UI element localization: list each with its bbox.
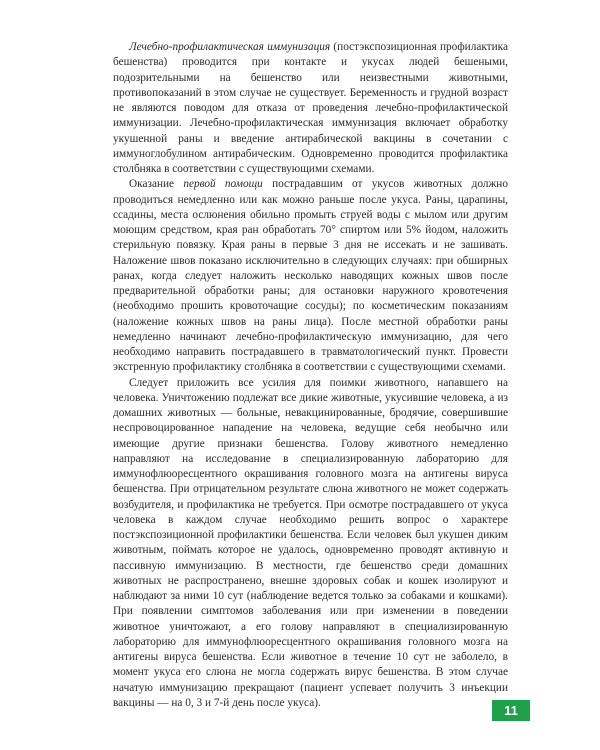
paragraph-first-aid <box>113 177 508 375</box>
page-body-text <box>113 40 508 711</box>
term-first-aid: первой помощи <box>183 178 263 191</box>
paragraph-immunization <box>113 40 508 177</box>
term-immunization: Лечебно-профилактическая иммунизация <box>129 41 331 53</box>
paragraph-text: Следует приложить все усилия для поимки животного, напавшего на человека. Уничтожению подлежат все дикие животные, укусившие человека, а из домашних животных — больные, невакцинированные, бродячие, совершившие неспровоцированное нападение на человека, ведущие себя необычно или имеющие другие признаки бешенства. Голову животного немедленно направляют на исследование в специализированную лабораторию для иммунофлюоресцентного окрашивания головного мозга на антигены вируса бешенства. При отрицательном результате слюна животного не может содержать возбудителя, и профилактика не требуется. При осмотре пострадавшего от укуса человека в каждом случае необходимо решить вопрос о характере постэкспозиционной профилактики бешенства. Если человек был укушен диким животным, поймать которое не удалось, одновременно проводят активную и пассивную иммунизацию. В местности, где бешенство среди домашних животных не распространено, внешне здоровых собак и кошек изолируют и наблюдают за ними 10 сут (наблюдение ведется только за собаками и кошками). При появлении симптомов заболевания или при изменении в поведении животное уничтожают, а его голову направляют в специализированную лабораторию для иммунофлюоресцентного окрашивания головного мозга на антигены вируса бешенства. Если животное в течение 10 сут не заболело, в момент укуса его слюна не могла содержать вирус бешенства. В этом случае начатую иммунизацию прекращают (пациент успевает получить 3 инъекции вакцины — на 0, 3 и 7-й день после укуса). <box>113 376 508 709</box>
page-number: 11 <box>492 700 530 721</box>
paragraph-text: пострадавшим от укусов животных должно проводиться немедленно или как можно раньше после укуса. Раны, царапины, ссадины, места ослюнения обильно промыть струей воды с мылом или другим моющим средством, края ран обработать 70° спиртом или 5% йодом, наложить стерильную повязку. Края раны в первые 3 дня не иссекать и не зашивать. Наложение швов показано исключительно в следующих случаях: при обширных ранах, когда следует наложить несколько наводящих кожных швов после предварительной обработки раны; для остановки наружного кровотечения (необходимо прошить кровоточащие сосуды); по косметическим показаниям (наложение кожных швов на раны лица). После местной обработки раны немедленно начинают лечебно-профилактическую иммунизацию, для чего необходимо направить пострадавшего в травматологический пункт. Провести экстренную профилактику столбняка в соответствии с существующими схемами. <box>113 178 509 374</box>
paragraph-lead: Оказание <box>129 178 184 191</box>
paragraph-text: (постэкспозиционная профилактика бешенства) проводится при контакте и укусах людей бешеными, подозрительными на бешенство или неизвестными животными, противопоказаний в этом случае не существует. Беременность и грудной возраст не являются поводом для отказа от проведения лечебно-профилактической иммунизации. Лечебно-профилактическая иммунизация включает обработку укушенной раны и введение антирабической вакцины в сочетании с иммуноглобулином антирабическим. Одновременно проводится профилактика столбняка в соответствии с существующими схемами. <box>113 41 509 175</box>
paragraph-animal-capture <box>113 376 508 712</box>
